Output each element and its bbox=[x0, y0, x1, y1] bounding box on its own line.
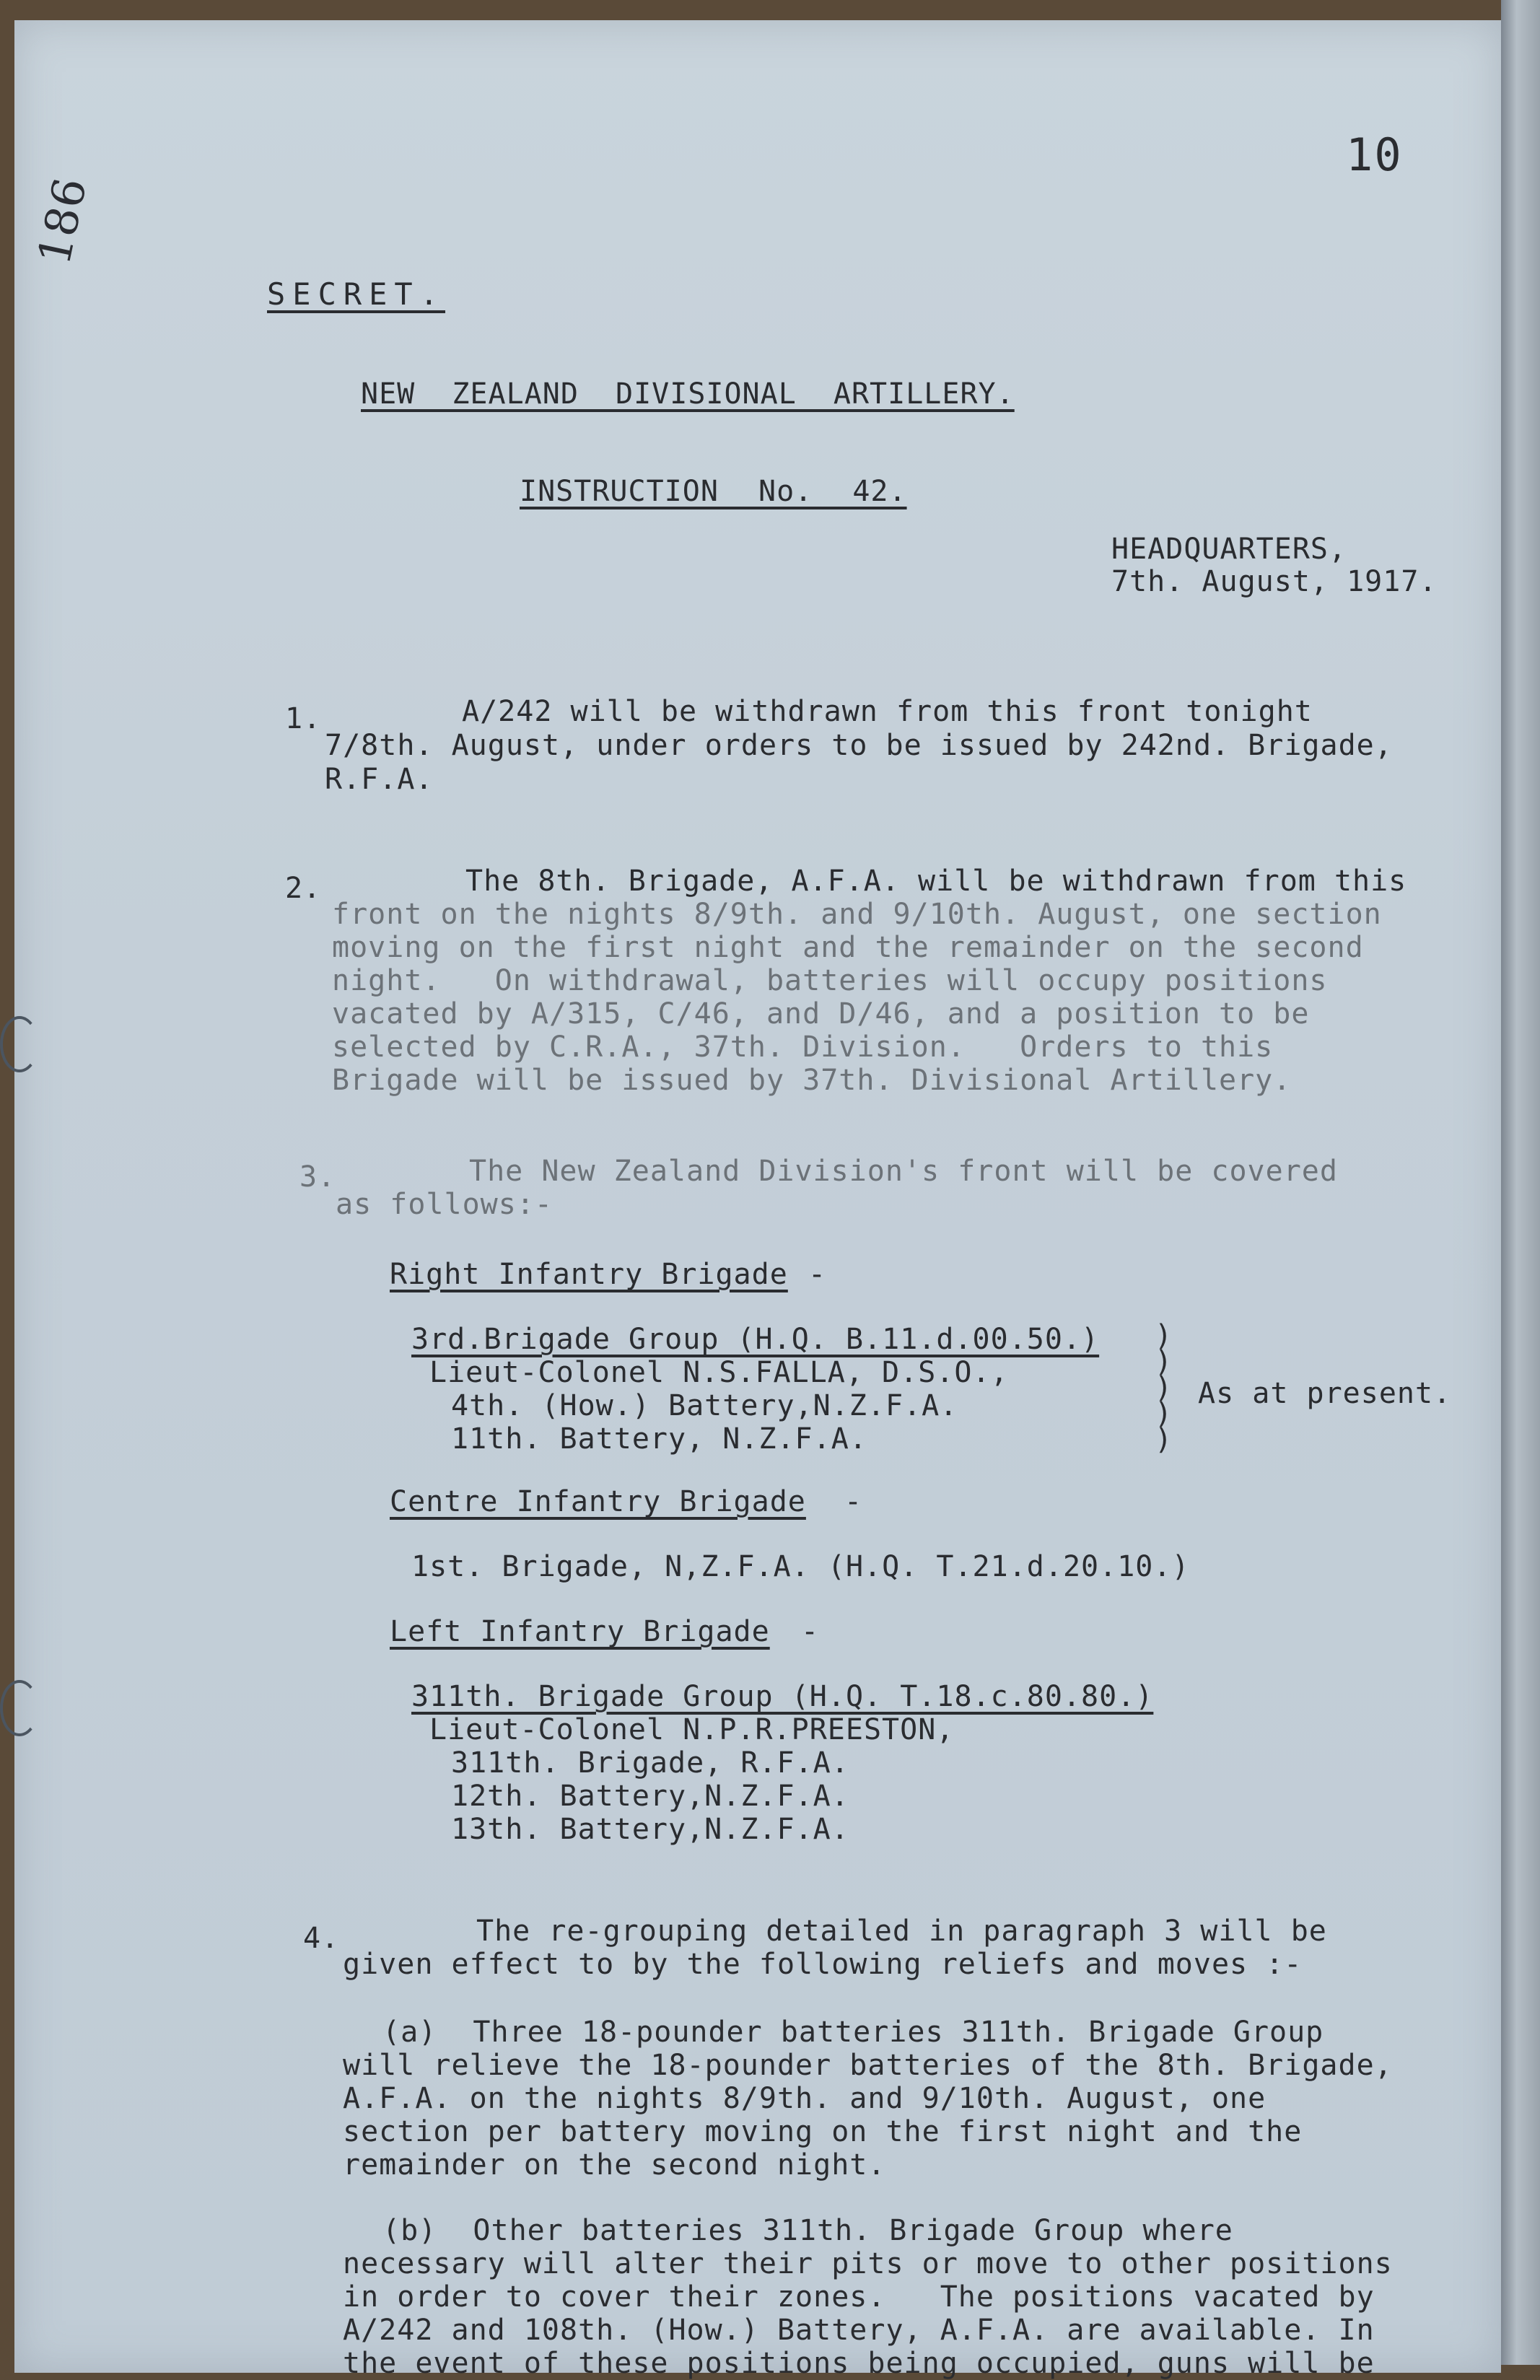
para2-line: Brigade will be issued by 37th. Divisional Artillery. bbox=[332, 1064, 1292, 1097]
para4a-line: (a) Three 18-pounder batteries 311th. Brigade Group bbox=[382, 2016, 1324, 2049]
para4a-line: remainder on the second night. bbox=[343, 2148, 886, 2182]
right-brigade-heading: Right Infantry Brigade bbox=[390, 1258, 788, 1291]
para1-number: 1. bbox=[285, 702, 322, 735]
unit-heading: NEW ZEALAND DIVISIONAL ARTILLERY. bbox=[361, 377, 1015, 411]
right-group-brace: ) ) ) ) ) bbox=[1155, 1319, 1173, 1456]
right-brigade-dash: - bbox=[808, 1258, 827, 1291]
para4b-line: necessary will alter their pits or move to other positions bbox=[343, 2247, 1393, 2280]
right-commander: Lieut-Colonel N.S.FALLA, D.S.O., bbox=[429, 1356, 1009, 1389]
para2-line: vacated by A/315, C/46, and D/46, and a position to be bbox=[332, 997, 1310, 1031]
punch-hole-bottom bbox=[0, 1680, 39, 1736]
para3-line: as follows:- bbox=[336, 1188, 553, 1221]
right-group-note: As at present. bbox=[1198, 1377, 1452, 1410]
left-brigade-heading: Left Infantry Brigade bbox=[390, 1615, 770, 1648]
para2-line: The 8th. Brigade, A.F.A. will be withdrawn from this bbox=[465, 865, 1407, 898]
para3-number: 3. bbox=[299, 1160, 336, 1194]
para1-line: 7/8th. August, under orders to be issued by 242nd. Brigade, bbox=[325, 729, 1393, 762]
right-unit: 4th. (How.) Battery,N.Z.F.A. bbox=[451, 1389, 958, 1422]
left-group: 311th. Brigade Group (H.Q. T.18.c.80.80.) bbox=[411, 1680, 1154, 1713]
right-group: 3rd.Brigade Group (H.Q. B.11.d.00.50.) bbox=[411, 1323, 1100, 1356]
para2-line: selected by C.R.A., 37th. Division. Orders to this bbox=[332, 1031, 1274, 1064]
centre-brigade-dash: - bbox=[844, 1485, 863, 1518]
page-number: 10 bbox=[1346, 128, 1403, 181]
para2-line: moving on the first night and the remainder on the second bbox=[332, 931, 1364, 964]
para4b-line: in order to cover their zones. The positions vacated by bbox=[343, 2280, 1375, 2314]
para4b-line: A/242 and 108th. (How.) Battery, A.F.A. are available. In bbox=[343, 2314, 1375, 2347]
adjacent-page-edge bbox=[1501, 0, 1540, 2365]
classification-heading: SECRET. bbox=[267, 276, 446, 312]
margin-folio-number: 186 bbox=[27, 172, 97, 270]
para4-number: 4. bbox=[303, 1922, 340, 1955]
para4a-line: section per battery moving on the first night and the bbox=[343, 2115, 1303, 2148]
para2-number: 2. bbox=[285, 872, 322, 905]
para4-line: The re-grouping detailed in paragraph 3 will be bbox=[476, 1915, 1327, 1948]
document-page bbox=[14, 20, 1501, 2380]
left-brigade-dash: - bbox=[801, 1615, 820, 1648]
para4-line: given effect to by the following reliefs and moves :- bbox=[343, 1948, 1303, 1981]
centre-group: 1st. Brigade, N,Z.F.A. (H.Q. T.21.d.20.10.) bbox=[411, 1550, 1190, 1583]
punch-hole-top bbox=[0, 1016, 39, 1072]
para4a-line: will relieve the 18-pounder batteries of the 8th. Brigade, bbox=[343, 2049, 1393, 2082]
para4b-line: the event of these positions being occupied, guns will be bbox=[343, 2347, 1375, 2380]
instruction-heading: INSTRUCTION No. 42. bbox=[520, 475, 907, 508]
left-commander: Lieut-Colonel N.P.R.PREESTON, bbox=[429, 1713, 955, 1746]
centre-brigade-heading: Centre Infantry Brigade bbox=[390, 1485, 806, 1518]
left-unit: 12th. Battery,N.Z.F.A. bbox=[451, 1780, 849, 1813]
para1-line: A/242 will be withdrawn from this front tonight bbox=[462, 695, 1313, 728]
para2-line: front on the nights 8/9th. and 9/10th. August, one section bbox=[332, 898, 1382, 931]
headquarters-label: HEADQUARTERS, bbox=[1111, 533, 1347, 566]
para2-line: night. On withdrawal, batteries will occupy positions bbox=[332, 964, 1328, 997]
para4b-line: (b) Other batteries 311th. Brigade Group where bbox=[382, 2214, 1233, 2247]
left-unit: 311th. Brigade, R.F.A. bbox=[451, 1746, 849, 1780]
right-unit: 11th. Battery, N.Z.F.A. bbox=[451, 1422, 867, 1456]
left-unit: 13th. Battery,N.Z.F.A. bbox=[451, 1813, 849, 1846]
para3-line: The New Zealand Division's front will be covered bbox=[469, 1155, 1338, 1188]
document-date: 7th. August, 1917. bbox=[1111, 565, 1438, 598]
para1-line: R.F.A. bbox=[325, 763, 434, 796]
para4a-line: A.F.A. on the nights 8/9th. and 9/10th. August, one bbox=[343, 2082, 1266, 2115]
